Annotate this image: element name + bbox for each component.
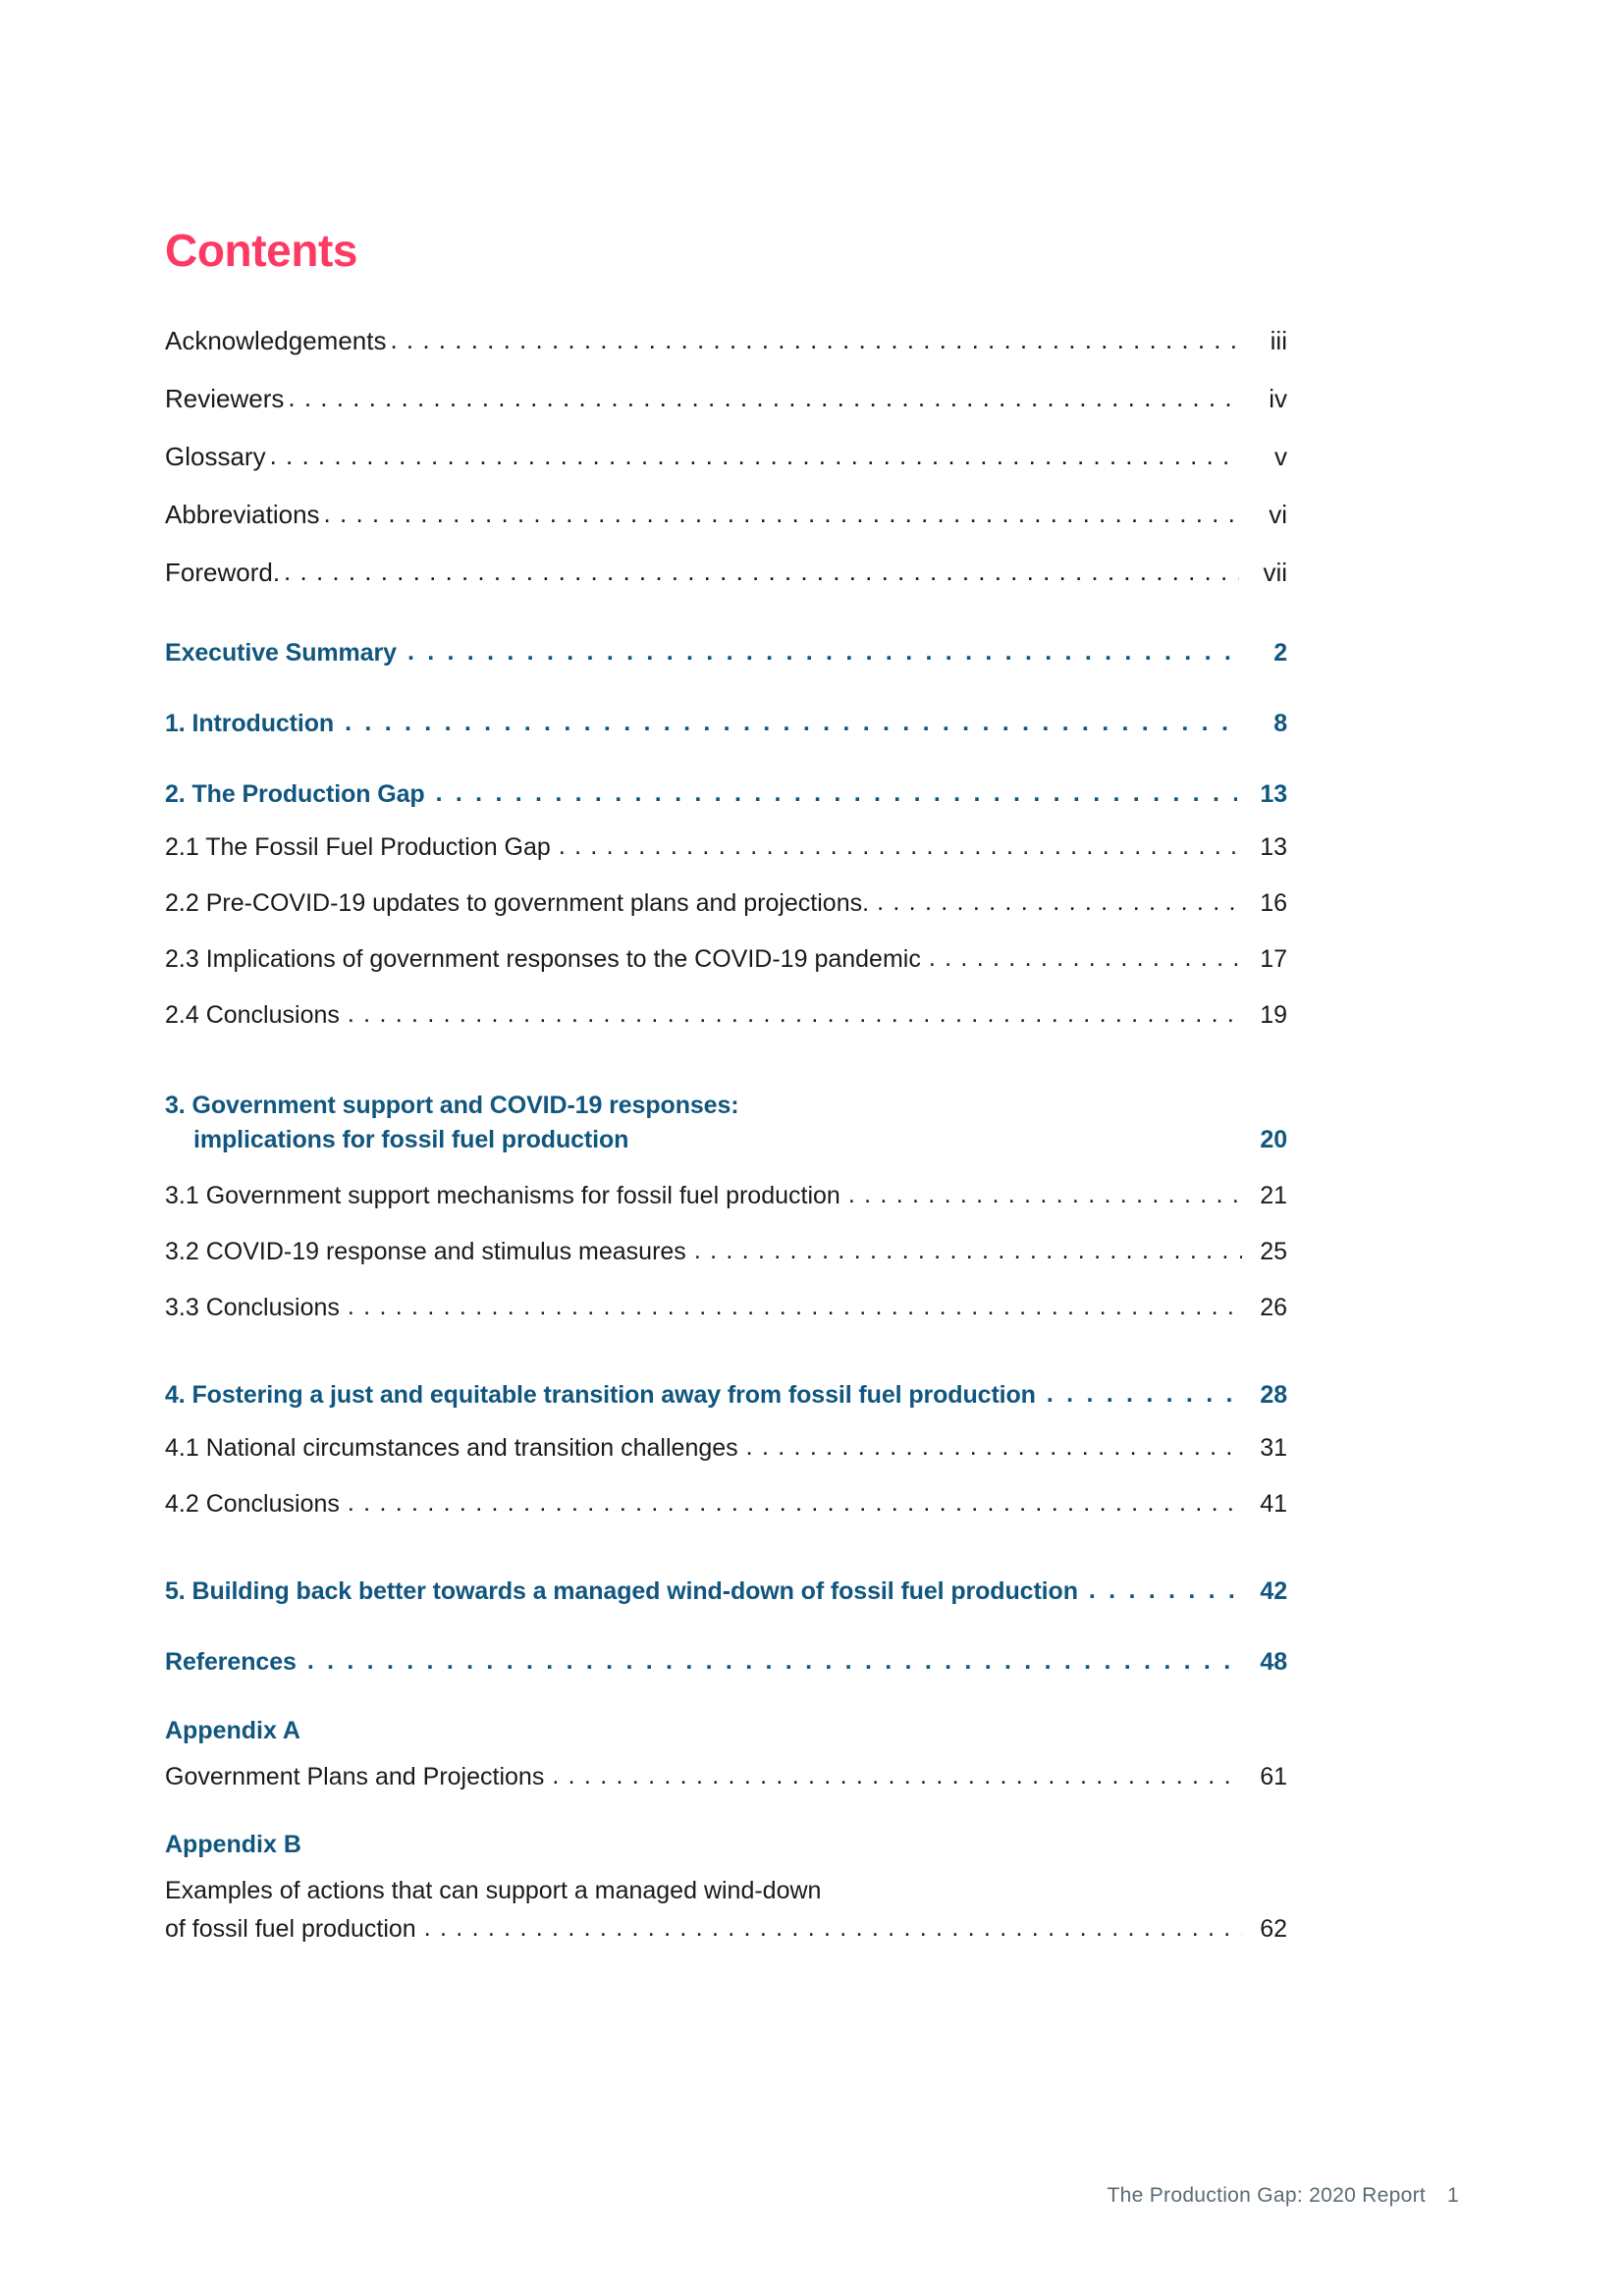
toc-entry-page: 21 [1260,1182,1287,1209]
dot-leader [694,1239,1242,1263]
toc-entry-just-transition[interactable] [165,1381,1287,1409]
dot-leader [284,559,1239,584]
toc-entry-label: Executive Summary [165,639,397,667]
toc-entry-4-2[interactable] [165,1492,1287,1517]
dot-leader [1047,1380,1237,1408]
toc-entry-label: 1. Introduction [165,710,335,737]
dot-leader [407,638,1237,666]
toc-entry-label: Abbreviations [165,500,320,529]
toc-entry-page: 42 [1260,1577,1287,1605]
toc-entry-page: 8 [1273,710,1287,737]
spacer [165,1743,1287,1765]
subsection-list-2 [165,835,1287,1028]
footer-page-number: 1 [1447,2184,1459,2207]
toc-entry-page: vi [1269,500,1287,529]
toc-entry-2-4[interactable] [165,1003,1287,1028]
dot-leader [288,385,1239,410]
toc-entry-page: 31 [1260,1434,1287,1462]
dot-leader [348,1491,1242,1516]
dot-leader [848,1183,1242,1207]
toc-entry-government-support[interactable] [165,1089,1287,1156]
dot-leader [324,501,1239,526]
toc-entry-4-1[interactable] [165,1436,1287,1461]
toc-entry-executive-summary[interactable] [165,639,1287,667]
page-footer [1108,2184,1459,2208]
toc-entry-2-3[interactable] [165,947,1287,972]
toc-entry-page: 2 [1273,639,1287,667]
spacer [165,1789,1287,1833]
toc-entry-page: 62 [1260,1915,1287,1943]
toc-entry-label: Glossary [165,442,266,471]
appendix-b-title: Appendix B [165,1831,301,1858]
toc-entry-appendix-a[interactable] [165,1765,1287,1789]
spacer [165,1409,1287,1436]
toc-entry-page: 13 [1260,833,1287,861]
toc-entry-page: 13 [1260,780,1287,808]
toc-entry-label: 2.1 The Fossil Fuel Production Gap [165,833,551,861]
toc-entry-page: 41 [1260,1490,1287,1518]
spacer [165,1352,1287,1381]
spacer [165,1857,1287,1879]
toc-entry-label: References [165,1648,297,1676]
spacer [165,1548,1287,1577]
toc-entry-label: Government Plans and Projections [165,1763,545,1790]
appendix-a-block [165,1719,1287,1789]
subsection-list-3 [165,1184,1287,1320]
toc-entry-foreword[interactable] [165,560,1287,585]
toc-entry-page: 26 [1260,1294,1287,1321]
dot-leader [348,1002,1242,1027]
toc-entry-abbreviations[interactable] [165,502,1287,527]
spacer [165,737,1287,780]
toc-entry-acknowledgements[interactable] [165,328,1287,353]
toc-entry-building-back-better[interactable] [165,1577,1287,1605]
dot-leader [348,1295,1242,1319]
dot-leader [390,327,1239,352]
toc-entry-appendix-b-line1 [165,1879,1287,1903]
toc-entry-page: 61 [1260,1763,1287,1790]
page-title: Contents [165,225,358,276]
toc-entry-glossary[interactable] [165,444,1287,469]
toc-entry-page: 16 [1260,889,1287,917]
toc-entry-label: Reviewers [165,384,285,413]
toc-entry-page: 28 [1260,1381,1287,1409]
spacer [165,808,1287,835]
appendix-a-title: Appendix A [165,1717,300,1744]
dot-leader [1089,1576,1237,1604]
toc-entry-page: 25 [1260,1238,1287,1265]
toc-entry-label-line2: implications for fossil fuel production [193,1125,629,1153]
dot-leader [270,443,1239,468]
toc-entry-label: 3.3 Conclusions [165,1294,340,1321]
spacer [165,1059,1287,1089]
toc-entry-page: v [1274,442,1287,471]
toc-entry-label: 2.2 Pre-COVID-19 updates to government plans and projections. [165,889,870,917]
footer-report-title: The Production Gap: 2020 Report [1107,2184,1427,2207]
toc-entry-label: 2.3 Implications of government responses to the COVID-19 pandemic [165,945,921,973]
dot-leader [877,890,1242,915]
toc-entry-3-2[interactable] [165,1240,1287,1264]
toc-entry-3-3[interactable] [165,1296,1287,1320]
toc-entry-label-line1: 3. Government support and COVID-19 responses: [165,1092,739,1119]
dot-leader [424,1916,1242,1941]
dot-leader [929,946,1242,971]
toc-entry-introduction[interactable] [165,710,1287,737]
spacer [165,617,1287,639]
toc-entry-production-gap[interactable] [165,780,1287,808]
dot-leader [345,709,1237,736]
dot-leader [559,834,1242,859]
toc-entry-page: 19 [1260,1001,1287,1029]
front-matter-list [165,328,1287,585]
toc-entry-label: of fossil fuel production [165,1915,416,1943]
toc-entry-page: vii [1263,558,1287,587]
spacer [165,1605,1287,1648]
spacer [165,1156,1287,1184]
toc-entry-label: 4. Fostering a just and equitable transition away from fossil fuel production [165,1381,1036,1409]
toc-entry-references[interactable] [165,1648,1287,1676]
appendix-b-block [165,1833,1287,1942]
toc-entry-page: 17 [1260,945,1287,973]
toc-entry-appendix-b[interactable] [165,1917,1287,1942]
toc-entry-3-1[interactable] [165,1184,1287,1208]
subsection-list-4 [165,1436,1287,1517]
toc-content [165,225,1287,1943]
toc-entry-2-2[interactable] [165,891,1287,916]
dot-leader [746,1435,1242,1460]
toc-entry-page: 48 [1260,1648,1287,1676]
toc-entry-2-1[interactable] [165,835,1287,860]
toc-entry-page: iv [1269,384,1287,413]
toc-entry-label: Acknowledgements [165,326,387,355]
dot-leader [436,779,1237,807]
toc-entry-label: 4.1 National circumstances and transition challenges [165,1434,738,1462]
dot-leader [307,1647,1237,1675]
toc-entry-label: 4.2 Conclusions [165,1490,340,1518]
toc-entry-label: Examples of actions that can support a managed wind-down [165,1877,822,1904]
dot-leader [552,1764,1242,1789]
toc-entry-label: Foreword. [165,558,281,587]
toc-entry-page: 20 [1260,1125,1287,1153]
spacer [165,667,1287,710]
toc-entry-label: 2. The Production Gap [165,780,425,808]
toc-entry-label: 3.1 Government support mechanisms for fossil fuel production [165,1182,840,1209]
toc-entry-label: 2.4 Conclusions [165,1001,340,1029]
toc-entry-label: 3.2 COVID-19 response and stimulus measures [165,1238,686,1265]
toc-entry-page: iii [1270,326,1287,355]
spacer [165,1676,1287,1719]
toc-entry-label: 5. Building back better towards a managed wind-down of fossil fuel production [165,1577,1078,1605]
toc-entry-reviewers[interactable] [165,386,1287,411]
